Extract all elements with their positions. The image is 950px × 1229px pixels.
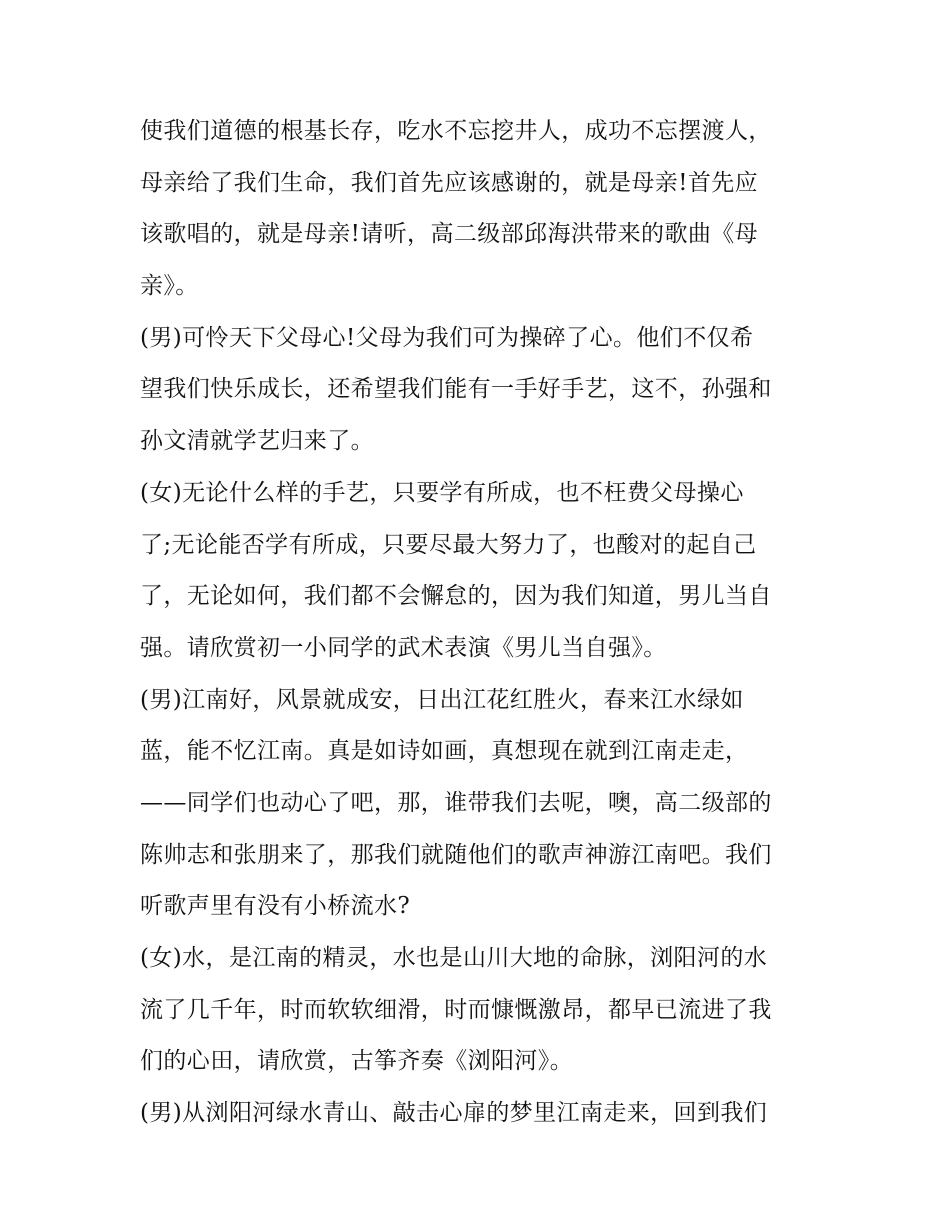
- document-body: [140, 108, 820, 1142]
- text-line: 母亲给了我们生命，我们首先应该感谢的，就是母亲!首先应: [140, 169, 759, 196]
- text-line: 了;无论能否学有所成，只要尽最大努力了，也酸对的起自己: [140, 531, 757, 558]
- text-line: 强。请欣赏初一小同学的武术表演《男儿当自强》。: [140, 634, 667, 661]
- text-line: 使我们道德的根基长存，吃水不忘挖井人，成功不忘摆渡人，: [140, 118, 772, 144]
- text-line: 孙文清就学艺归来了。: [140, 428, 374, 455]
- text-line: (男)从浏阳河绿水青山、敲击心扉的梦里江南走来，回到我们: [140, 1100, 768, 1127]
- text-line: 听歌声里有没有小桥流水?: [140, 893, 411, 920]
- text-line: 陈帅志和张朋来了，那我们就随他们的歌声神游江南吧。我们: [140, 841, 772, 868]
- text-line: 亲》。: [140, 273, 199, 300]
- text-line: (男)江南好，风景就成安，日出江花红胜火，春来江水绿如: [140, 686, 744, 713]
- text-line: 该歌唱的，就是母亲!请听，高二级部邱海洪带来的歌曲《母: [140, 221, 759, 248]
- text-line: ——同学们也动心了吧，那，谁带我们去呢，噢，高二级部的: [140, 789, 772, 816]
- text-line: 望我们快乐成长，还希望我们能有一手好手艺，这不，孙强和: [140, 376, 772, 403]
- text-line: 流了几千年，时而软软细滑，时而慷慨激昂，都早已流进了我: [140, 996, 772, 1023]
- text-line: 了，无论如何，我们都不会懈怠的，因为我们知道，男儿当自: [140, 583, 772, 610]
- text-line: 们的心田，请欣赏，古筝齐奏《浏阳河》。: [140, 1048, 574, 1075]
- text-line: (女)水，是江南的精灵，水也是山川大地的命脉，浏阳河的水: [140, 945, 768, 971]
- text-line: (女)无论什么样的手艺，只要学有所成，也不枉费父母操心: [140, 479, 744, 506]
- text-line: (男)可怜天下父母心!父母为我们可为操碎了心。他们不仅希: [140, 324, 754, 351]
- text-line: 蓝，能不忆江南。真是如诗如画，真想现在就到江南走走，: [140, 738, 749, 765]
